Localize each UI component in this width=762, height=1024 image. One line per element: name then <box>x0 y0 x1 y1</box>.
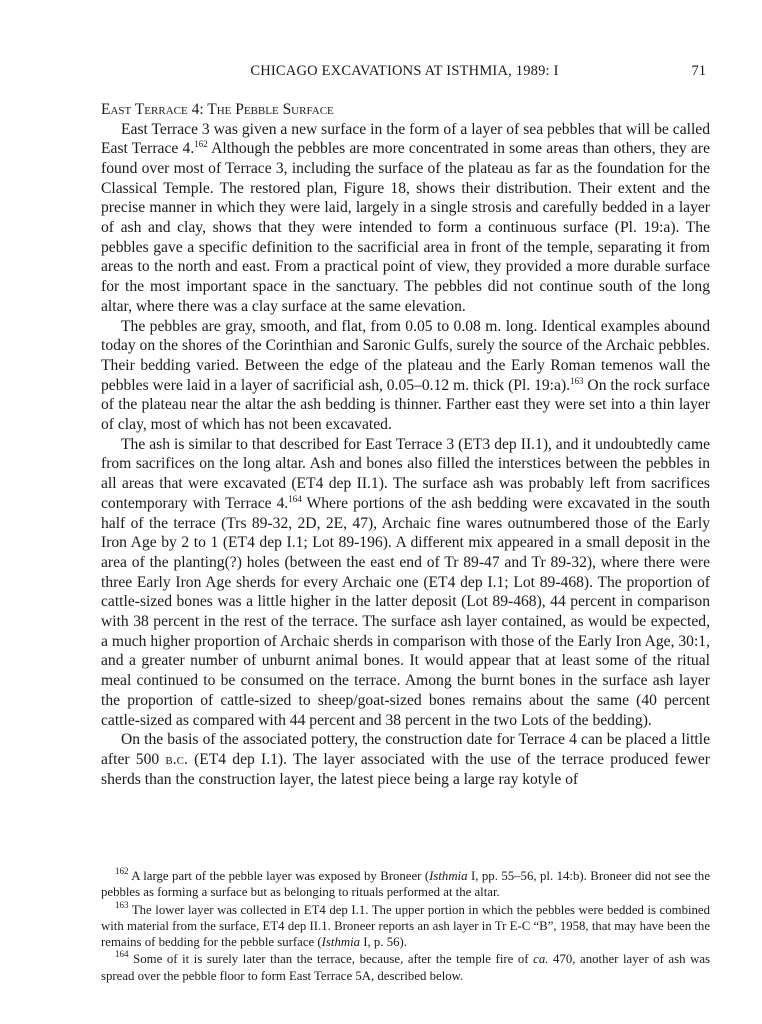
footnote-162 <box>101 868 710 901</box>
body-paragraph <box>101 317 710 435</box>
footnote-ref: 162 <box>115 866 129 876</box>
footnote-ref: 163 <box>570 375 584 386</box>
paragraphs <box>101 120 710 790</box>
page-header <box>101 63 708 83</box>
footnote-163 <box>101 899 710 951</box>
footnote-ref: 163 <box>115 899 129 910</box>
running-head: CHICAGO EXCAVATIONS AT ISTHMIA, 1989: I <box>250 63 559 79</box>
text-run: The pebbles are gray, smooth, and flat, from 0.05 to 0.08 m. long. Identical examples abound today on the shores of the Corinthian and Saronic Gulfs, surely the source of the Archaic pebbles. Their bedding varied. Between the edge of the plateau and the Early Roman temenos wall the pebbles were laid in a layer of sacrificial ash, 0.05–0.12 m. thick (Pl. 19:a). <box>101 317 710 394</box>
italic-text: ca. <box>533 952 549 967</box>
text-run: East Terrace 3 was given a new surface in the form of a layer of sea pebbles that will be called East Terrace 4. <box>101 120 710 158</box>
text-run: Although the pebbles are more concentrated in some areas than others, they are found over most of Terrace 3, including the surface of the plateau as far as the foundation for the Classical Temple. The restored plan, Figure 18, shows their distribution. Their extent and the precise manner in which they were laid, largely in a single strosis and carefully bedded in a layer of ash and clay, shows that they were intended to form a continuous surface (Pl. 19:a). The pebbles gave a specific definition to the sacrificial area in front of the temple, separating it from areas to the north and east. From a practical point of view, they provided a more durable surface for the most important space in the sanctuary. The pebbles did not continue south of the long altar, where there was a clay surface at the same elevation. <box>101 140 710 315</box>
footnotes <box>101 868 710 985</box>
footnote-ref: 164 <box>115 949 129 960</box>
text-run: On the basis of the associated pottery, the construction date for Terrace 4 can be placed a little after 500 <box>101 731 710 768</box>
small-caps-text: b.c. <box>165 751 188 768</box>
text-run: On the rock surface of the plateau near the altar the ash bedding is thinner. Farther east they were set into a thin layer of clay, most of which has not been excavated. <box>101 376 710 434</box>
body-paragraph <box>101 435 710 731</box>
footnote-ref: 162 <box>194 139 208 150</box>
text-run: I, pp. 55–56, pl. 14:b). Broneer did not see the pebbles as forming a surface but as belonging to rituals performed at the altar. <box>101 869 710 900</box>
footnote-ref: 164 <box>288 493 302 504</box>
section-title: East Terrace 4: The Pebble Surface <box>101 101 334 118</box>
text-run: The ash is similar to that described for East Terrace 3 (ET3 dep II.1), and it undoubtedly came from sacrifices on the long altar. Ash and bones also filled the interstices between the pebbles in all areas that were excavated (ET4 dep II.1). The surface ash was probably left from sacrifices contemporary with Terrace 4. <box>101 435 710 512</box>
text-run: I, p. 56). <box>360 935 407 950</box>
body-paragraph <box>101 120 710 317</box>
italic-text: Isthmia <box>321 935 361 950</box>
text-run: Where portions of the ash bedding were excavated in the south half of the terrace (Trs 89-32, 2D, 2E, 47), Archaic fine wares outnumbered those of the Early Iron Age by 2 to 1 (ET4 dep I.1; Lot 89-196). A different mix appeared in a small deposit in the area of the planting(?) holes (between the east end of Tr 89-47 and Tr 89-32), where there were three Early Iron Age sherds for every Archaic one (ET4 dep I.1; Lot 89-468). The proportion of cattle-sized bones was a little higher in the latter deposit (Lot 89-468), 44 percent in comparison with 38 percent in the rest of the terrace. The surface ash layer contained, as would be expected, a much higher proportion of Archaic sherds in comparison with those of the Early Iron Age, 30:1, and a greater number of unburnt animal bones. It would appear that at least some of the ritual meal continued to be consumed on the terrace. Among the burnt bones in the surface ash layer the proportion of cattle-sized to sheep/goat-sized bones remains about the same (40 percent cattle-sized as compared with 44 percent and 38 percent in the two Lots of the bedding). <box>101 494 711 729</box>
italic-text: Isthmia <box>429 869 468 883</box>
page-number: 71 <box>691 63 706 79</box>
text-run: A large part of the pebble layer was exposed by Broneer ( <box>128 869 430 883</box>
text-run: Some of it is surely later than the terrace, because, after the temple fire of <box>128 952 534 967</box>
body-paragraph <box>101 730 710 789</box>
text-run: (ET4 dep I.1). The layer associated with the use of the terrace produced fewer sherds than the construction layer, the latest piece being a large ray kotyle of <box>101 751 710 788</box>
text-run: 470, another layer of ash was spread over the pebble floor to form East Terrace 5A, described below. <box>101 952 710 983</box>
text-run: The lower layer was collected in ET4 dep I.1. The upper portion in which the pebbles were bedded is combined with material from the surface, ET4 dep II.1. Broneer reports an ash layer in Tr E-C “B”, 1958, that may have been the remains of bedding for the pebble surface ( <box>101 902 710 950</box>
main-body <box>101 100 710 789</box>
footnote-164 <box>101 951 710 984</box>
